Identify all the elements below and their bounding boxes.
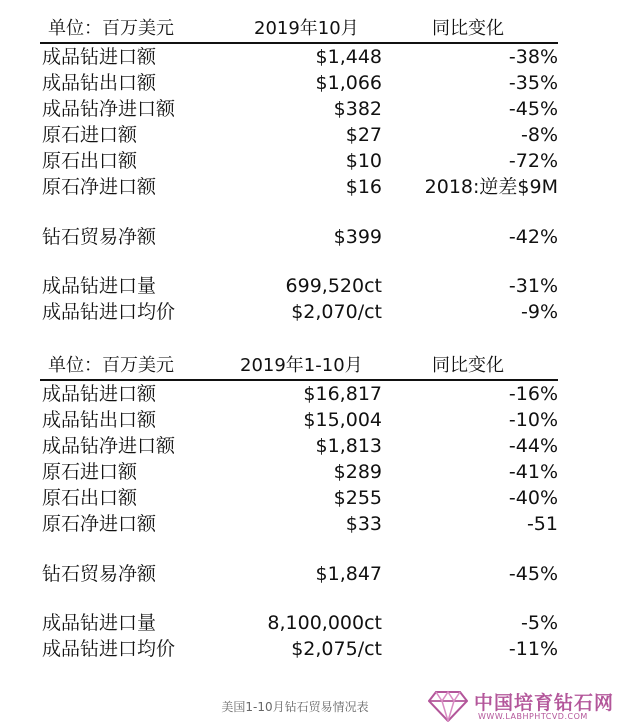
row-label: 成品钻净进口额 [42,98,176,120]
site-watermark [428,688,624,724]
row-change: -41% [508,461,558,483]
table-row [40,610,558,636]
row-label: 成品钻出口额 [42,409,157,431]
row-value: $1,847 [315,563,382,585]
row-change: -72% [508,150,558,172]
table-row [40,561,558,587]
row-label: 原石净进口额 [42,176,157,198]
row-value: 699,520ct [285,275,382,297]
row-label: 原石进口额 [42,124,138,146]
table-row [40,299,558,325]
table-row [40,224,558,250]
row-value: $255 [333,487,382,509]
table-row [40,273,558,299]
row-change: -10% [508,409,558,431]
row-label: 成品钻进口均价 [42,301,176,323]
diamond-icon [428,690,468,722]
trade-table-year-to-date [40,355,558,662]
row-change: -45% [508,98,558,120]
change-header: 同比变化 [432,18,504,39]
period-header: 2019年1-10月 [240,355,363,376]
row-change: -38% [508,46,558,68]
table-header [40,355,558,379]
table-row [40,44,558,70]
period-header: 2019年10月 [254,18,359,39]
trade-table-october [40,18,558,325]
unit-header: 单位：百万美元 [48,18,174,39]
row-value: $382 [333,98,382,120]
row-label: 成品钻进口额 [42,46,157,68]
row-value: $27 [345,124,382,146]
row-label: 成品钻进口均价 [42,638,176,660]
row-label: 原石进口额 [42,461,138,483]
row-change: -31% [508,275,558,297]
row-value: $289 [333,461,382,483]
row-value: $33 [345,513,382,535]
table-row [40,485,558,511]
table-row [40,407,558,433]
row-change: -16% [508,383,558,405]
row-change: 2018:逆差$9M [424,176,558,198]
row-label: 钻石贸易净额 [42,226,157,248]
change-header: 同比变化 [432,355,504,376]
table-row [40,174,558,200]
row-value: $10 [345,150,382,172]
row-label: 成品钻进口量 [42,275,157,297]
table-header [40,18,558,42]
row-change: -11% [508,638,558,660]
row-value: $2,070/ct [291,301,382,323]
row-label: 成品钻进口额 [42,383,157,405]
row-label: 成品钻进口量 [42,612,157,634]
table-row [40,70,558,96]
watermark-title: 中国培育钻石网 [474,692,615,714]
row-label: 成品钻净进口额 [42,435,176,457]
row-label: 原石净进口额 [42,513,157,535]
row-label: 钻石贸易净额 [42,563,157,585]
table-row [40,511,558,537]
row-value: $399 [333,226,382,248]
row-label: 成品钻出口额 [42,72,157,94]
row-change: -40% [508,487,558,509]
row-change: -35% [508,72,558,94]
table-row [40,96,558,122]
table-caption: 美国1-10月钻石贸易情况表 [221,700,369,714]
row-value: $1,448 [315,46,382,68]
row-value: $15,004 [303,409,382,431]
table-row [40,636,558,662]
row-change: -51 [526,513,558,535]
row-value: $1,813 [315,435,382,457]
table-row [40,459,558,485]
row-value: $2,075/ct [291,638,382,660]
row-label: 原石出口额 [42,487,138,509]
row-value: $1,066 [315,72,382,94]
watermark-url: WWW.LABHPHTCVD.COM [478,712,588,721]
table-row [40,381,558,407]
row-change: -9% [521,301,558,323]
row-change: -45% [508,563,558,585]
unit-header: 单位：百万美元 [48,355,174,376]
row-change: -5% [521,612,558,634]
row-label: 原石出口额 [42,150,138,172]
row-change: -44% [508,435,558,457]
table-row [40,433,558,459]
row-value: $16,817 [303,383,382,405]
table-row [40,148,558,174]
row-value: $16 [345,176,382,198]
table-row [40,122,558,148]
row-change: -42% [508,226,558,248]
row-change: -8% [521,124,558,146]
row-value: 8,100,000ct [267,612,382,634]
